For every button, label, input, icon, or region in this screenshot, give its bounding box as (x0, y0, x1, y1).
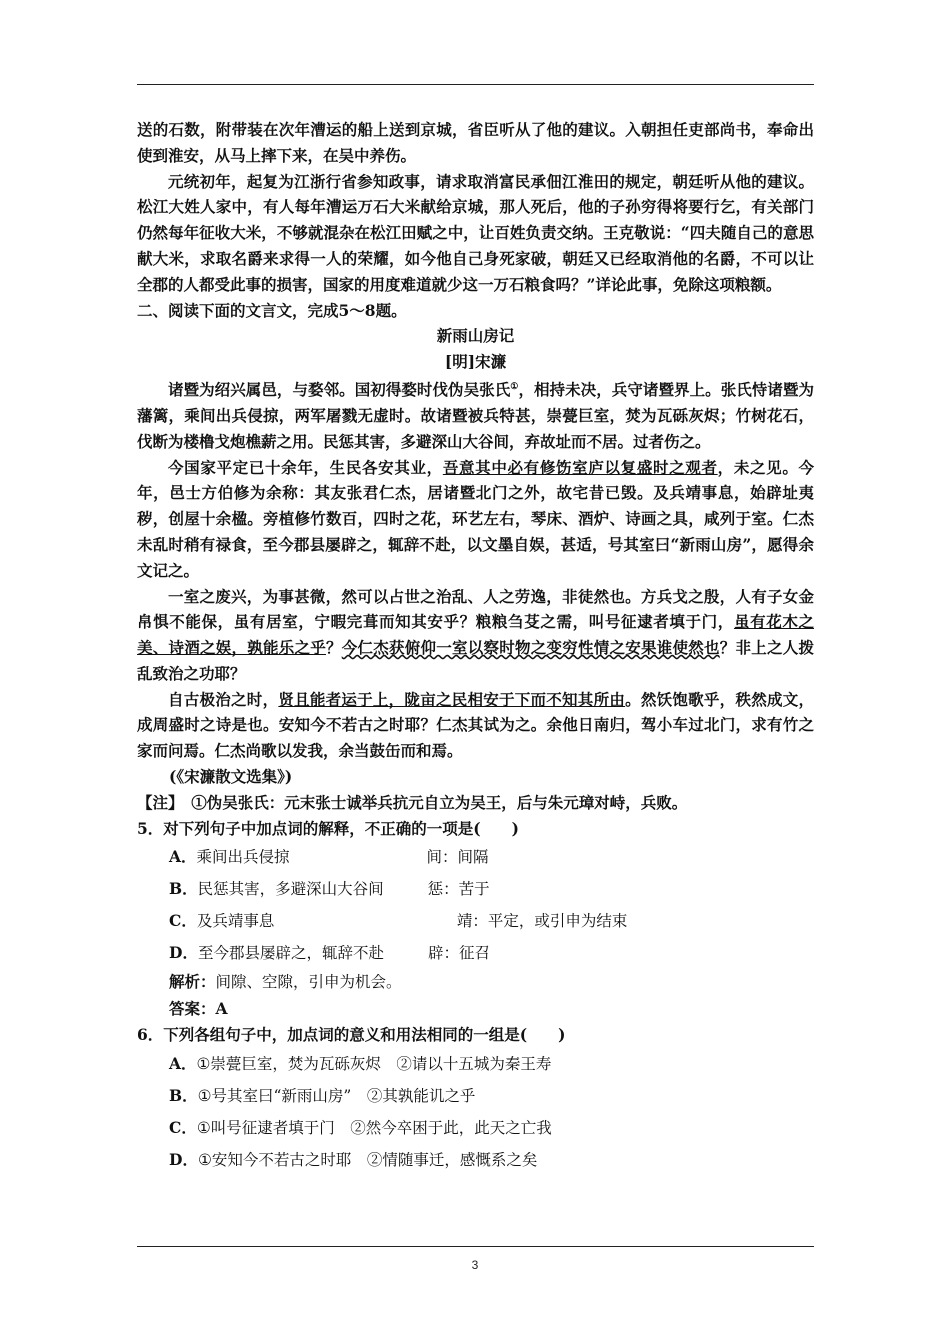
article-paragraph-3: 一室之废兴，为事甚微，然可以占世之治乱、人之劳逸，非徒然也。方兵戈之殷，人有子女金帛惧不能保，虽有居室，宁暇完葺而知其安乎？粮粮刍芟之需，叫号征逮者填于门，虽有花木之美、诗酒之娱，孰能乐之乎？今仁杰获俯仰一室以察时物之变穷性情之安果谁使然也？非上之人拨乱致治之功耶？ (137, 586, 814, 683)
article-author: [明]宋濂 (444, 352, 507, 372)
question-5-stem: 5．对下列句子中加点词的解释，不正确的一项是( ) (137, 818, 519, 838)
q5-option-a: A．乘间出兵侵掠 间：间隔 (169, 847, 489, 867)
q5-answer: 答案：A (169, 999, 228, 1019)
article-paragraph-1: 诸暨为绍兴属邑，与婺邻。国初得婺时伐伪吴张氏①，相持未决，兵守诸暨界上。张氏恃诸暨为藩篱，乘间出兵侵掠，两军屠戮无虚时。故诸暨被兵特甚，崇甍巨室，焚为瓦砾灰烬；竹树花石，伐断为楼橹戈炮樵薪之用。民惩其害，多避深山大谷间，弃故址而不居。过者伤之。 (137, 380, 814, 451)
article-title: 新雨山房记 (436, 326, 515, 346)
q5-option-d: D．至今郡县屡辟之，辄辞不赴 辟：征召 (169, 943, 490, 963)
section2-heading: 二、阅读下面的文言文，完成5～8题。 (137, 300, 407, 320)
underlined-sentence-3: 贤且能者运于上，陇亩之民相安于下而不知其所由 (278, 689, 626, 709)
q6-option-a: A．①崇甍巨室，焚为瓦砾灰烬 ②请以十五城为秦王寿 (169, 1053, 552, 1073)
article-source: (《宋濂散文选集》) (169, 767, 293, 787)
wavy-underlined-sentence: 今仁杰获俯仰一室以察时物之变穷性情之安果谁使然也 (341, 638, 720, 658)
q6-option-c: C．①叫号征逮者填于门 ②然今卒困于此，此天之亡我 (169, 1117, 552, 1137)
underlined-sentence-2: 虽有花木之美、诗酒之娱，孰能乐之乎 (137, 612, 814, 658)
passage1-paragraph-2: 元统初年，起复为江浙行省参知政事，请求取消富民承佃江淮田的规定，朝廷听从他的建议。松江大姓人家中，有人每年漕运万石大米献给京城，那人死后，他的子孙穷得将要行乞，有关部门仍然每年征收大米，不够就混杂在松江田赋之中，让百姓负责交纳。王克敬说：“四夫随自己的意思献大米，求取名爵来求得一人的荣耀，如今他自己身死家破，朝廷又已经取消他的名爵，不可以让全郡的人都受此事的损害，国家的用度难道就少这一万石粮食吗？”详论此事，免除这项粮额。 (137, 171, 814, 294)
underlined-sentence-1: 吾意其中必有修饬室庐以复盛时之观者 (442, 457, 718, 477)
footnote-marker: ① (510, 381, 519, 392)
article-paragraph-4: 自古极治之时，贤且能者运于上，陇亩之民相安于下而不知其所由。然饫饱歌乎，秩然成文，成周盛时之诗是也。安知今不若古之时耶？仁杰其试为之。余他日南归，驾小车过北门，求有竹之家而问焉。仁杰尚歌以发我，余当鼓缶而和焉。 (137, 689, 814, 761)
article-paragraph-2: 今国家平定已十余年，生民各安其业，吾意其中必有修饬室庐以复盛时之观者，未之见。今年，邑士方伯修为余称：其友张君仁杰，居诸暨北门之外，故宅昔已毁。及兵靖事息，始辟址夷秽，创屋十余楹。旁植修竹数百，四时之花，环艺左右，琴床、酒炉、诗画之具，咸列于室。仁杰未乱时稍有禄食，至今郡县屡辟之，辄辞不赴，以文墨自娱，甚适，号其室曰“新雨山房”，愿得余文记之。 (137, 457, 814, 580)
q5-option-b: B．民惩其害，多避深山大谷间 惩：苦于 (169, 879, 490, 899)
q5-analysis: 解析：间隙、空隙，引申为机会。 (169, 972, 402, 992)
passage1-paragraph-1: 送的石数，附带装在次年漕运的船上送到京城，省臣听从了他的建议。入朝担任吏部尚书，奉命出使到淮安，从马上摔下来，在吴中养伤。 (137, 120, 814, 165)
footer-rule (137, 1246, 814, 1247)
q6-option-d: D．①安知今不若古之时耶 ②情随事迁，感慨系之矣 (169, 1149, 538, 1169)
question-6-stem: 6．下列各组句子中，加点词的意义和用法相同的一组是( ) (137, 1025, 566, 1045)
question-5-options (137, 841, 814, 969)
header-rule (137, 84, 814, 85)
document-body (137, 117, 814, 1176)
page-number: 3 (471, 1258, 479, 1272)
q6-option-b: B．①号其室曰“新雨山房” ②其孰能讥之乎 (169, 1085, 476, 1105)
annotation-note: 【注】 ①伪吴张氏：元末张士诚举兵抗元自立为吴王，后与朱元璋对峙，兵败。 (137, 792, 688, 812)
q5-option-c: C．及兵靖事息 靖：平定，或引申为结束 (169, 911, 628, 931)
question-6-options (137, 1048, 814, 1176)
